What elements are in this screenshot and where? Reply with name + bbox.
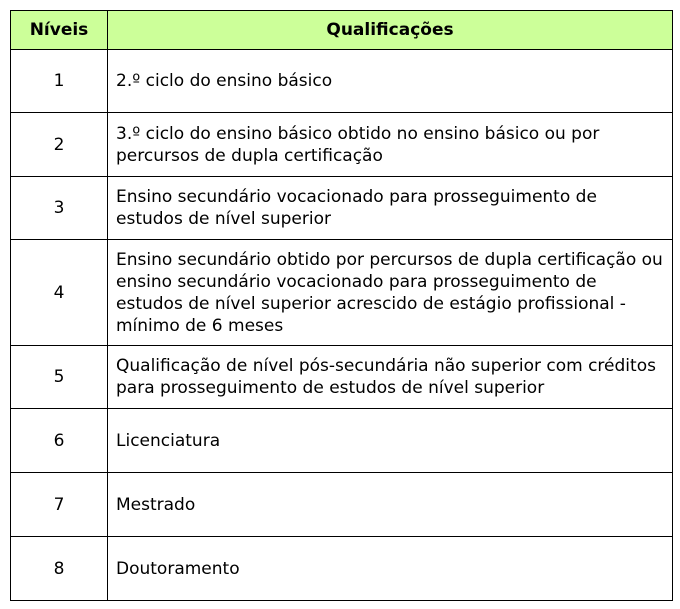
- table-row: [11, 240, 673, 346]
- qualification-cell: 3.º ciclo do ensino básico obtido no ensino básico ou por percursos de dupla certificação: [108, 113, 673, 177]
- table-row: [11, 50, 673, 113]
- qualification-cell: Ensino secundário obtido por percursos de dupla certificação ou ensino secundário vocacionado para prosseguimento de estudos de nível superior acrescido de estágio profissional - mínimo de 6 meses: [108, 240, 673, 346]
- qualifications-table: [10, 10, 673, 601]
- qualification-cell: Qualificação de nível pós-secundária não superior com créditos para prosseguimento de estudos de nível superior: [108, 346, 673, 409]
- level-cell: 7: [11, 473, 108, 537]
- table-row: [11, 409, 673, 473]
- table-header-row: [11, 11, 673, 50]
- qualification-cell: Ensino secundário vocacionado para prosseguimento de estudos de nível superior: [108, 177, 673, 240]
- level-cell: 4: [11, 240, 108, 346]
- header-levels: Níveis: [11, 11, 108, 50]
- qualification-cell: Mestrado: [108, 473, 673, 537]
- header-qualifications: Qualificações: [108, 11, 673, 50]
- level-cell: 8: [11, 537, 108, 601]
- table-row: [11, 537, 673, 601]
- qualifications-table-container: [10, 10, 673, 601]
- table-row: [11, 473, 673, 537]
- level-cell: 2: [11, 113, 108, 177]
- level-cell: 6: [11, 409, 108, 473]
- qualification-cell: 2.º ciclo do ensino básico: [108, 50, 673, 113]
- table-row: [11, 346, 673, 409]
- level-cell: 3: [11, 177, 108, 240]
- table-row: [11, 113, 673, 177]
- table-row: [11, 177, 673, 240]
- qualification-cell: Licenciatura: [108, 409, 673, 473]
- level-cell: 1: [11, 50, 108, 113]
- level-cell: 5: [11, 346, 108, 409]
- qualification-cell: Doutoramento: [108, 537, 673, 601]
